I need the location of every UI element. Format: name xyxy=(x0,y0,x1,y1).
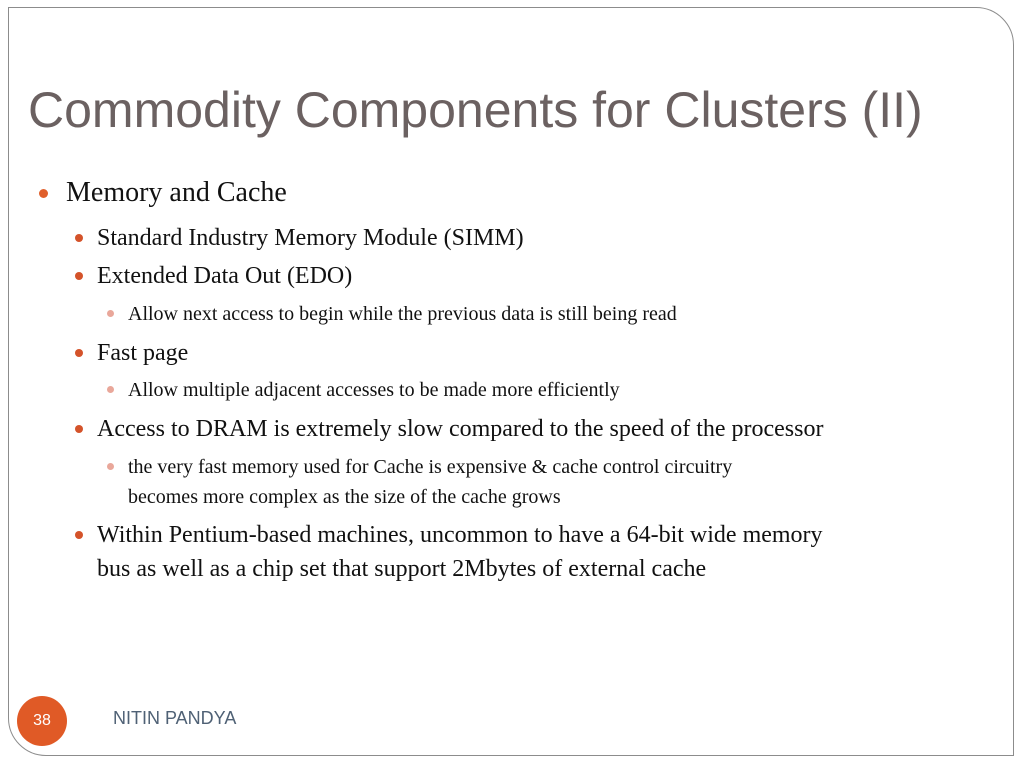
bullet-marker-level2 xyxy=(75,234,83,242)
bullet-edo: Extended Data Out (EDO) xyxy=(97,263,353,289)
bullet-marker-level3 xyxy=(107,386,114,393)
bullet-marker-level3 xyxy=(107,310,114,317)
bullet-dram-access: Access to DRAM is extremely slow compared to the speed of the processor xyxy=(97,416,824,442)
bullet-marker-level2 xyxy=(75,349,83,357)
bullet-cache-detail-line2: becomes more complex as the size of the cache grows xyxy=(128,486,561,508)
bullet-marker-level2 xyxy=(75,272,83,280)
bullet-fast-page-detail: Allow multiple adjacent accesses to be made more efficiently xyxy=(128,379,620,401)
bullet-marker-level2 xyxy=(75,425,83,433)
bullet-fast-page: Fast page xyxy=(97,340,189,366)
bullet-edo-detail: Allow next access to begin while the previous data is still being read xyxy=(128,303,677,325)
footer-author: NITIN PANDYA xyxy=(113,708,237,728)
bullet-cache-detail-line1: the very fast memory used for Cache is expensive & cache control circuitry xyxy=(128,456,733,478)
bullet-marker-level2 xyxy=(75,531,83,539)
page-number-badge: 38 xyxy=(17,696,67,746)
bullet-pentium-line2: bus as well as a chip set that support 2Mbytes of external cache xyxy=(97,556,707,582)
bullet-pentium-line1: Within Pentium-based machines, uncommon to have a 64-bit wide memory xyxy=(97,522,823,548)
bullet-marker-level1 xyxy=(39,189,48,198)
bullet-simm: Standard Industry Memory Module (SIMM) xyxy=(97,225,524,251)
slide-title: Commodity Components for Clusters (II) xyxy=(28,82,923,138)
bullet-marker-level3 xyxy=(107,463,114,470)
bullet-memory-and-cache: Memory and Cache xyxy=(66,177,287,208)
